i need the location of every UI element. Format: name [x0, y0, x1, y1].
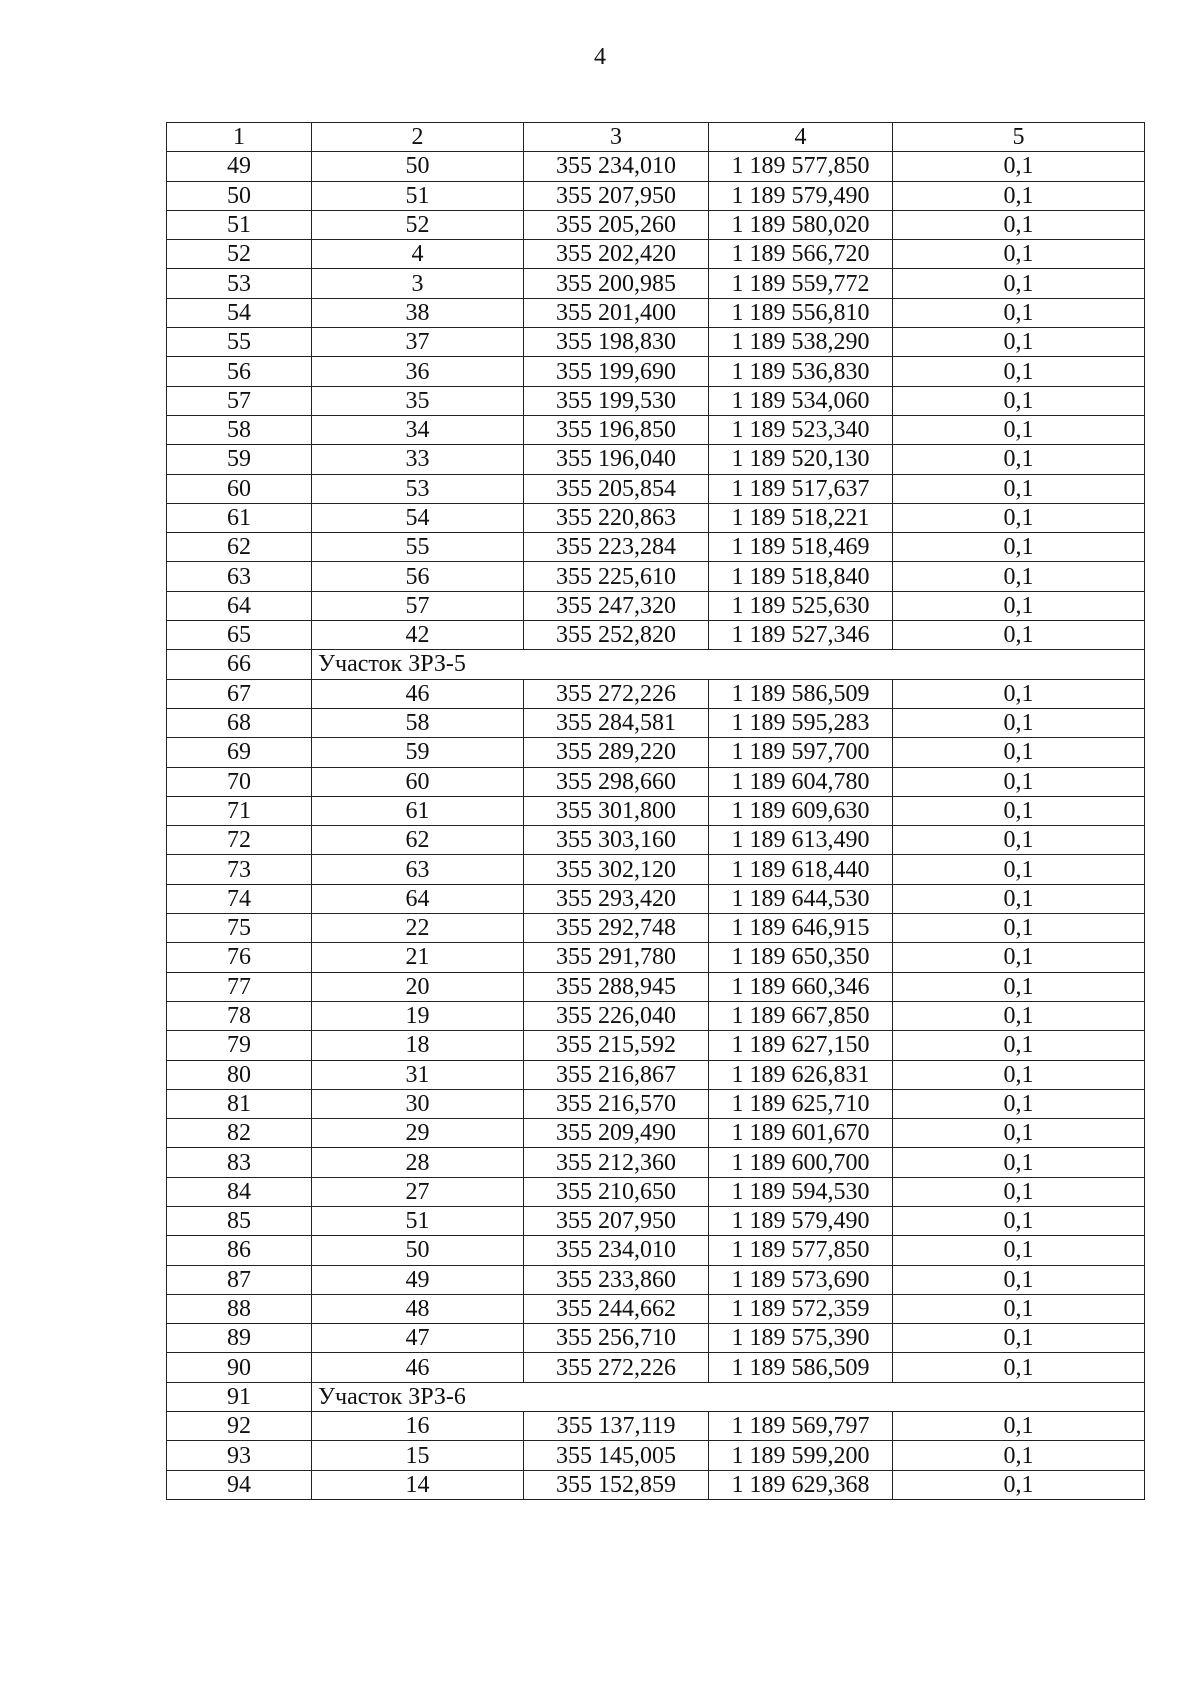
cell-accuracy: 0,1 — [893, 1441, 1145, 1470]
cell-accuracy: 0,1 — [893, 855, 1145, 884]
cell-vertex-id: 47 — [312, 1324, 524, 1353]
table-row — [167, 562, 1145, 591]
cell-point-number: 92 — [167, 1412, 312, 1441]
cell-y-coordinate: 1 189 646,915 — [709, 914, 893, 943]
cell-vertex-id: 22 — [312, 914, 524, 943]
cell-vertex-id: 20 — [312, 972, 524, 1001]
cell-accuracy: 0,1 — [893, 328, 1145, 357]
cell-y-coordinate: 1 189 575,390 — [709, 1324, 893, 1353]
cell-vertex-id: 56 — [312, 562, 524, 591]
cell-x-coordinate: 355 207,950 — [524, 181, 709, 210]
cell-y-coordinate: 1 189 573,690 — [709, 1265, 893, 1294]
cell-accuracy: 0,1 — [893, 738, 1145, 767]
cell-y-coordinate: 1 189 538,290 — [709, 328, 893, 357]
cell-accuracy: 0,1 — [893, 152, 1145, 181]
cell-accuracy: 0,1 — [893, 1324, 1145, 1353]
cell-y-coordinate: 1 189 527,346 — [709, 621, 893, 650]
cell-y-coordinate: 1 189 534,060 — [709, 386, 893, 415]
cell-y-coordinate: 1 189 626,831 — [709, 1060, 893, 1089]
cell-vertex-id: 4 — [312, 240, 524, 269]
table-row — [167, 767, 1145, 796]
cell-point-number: 65 — [167, 621, 312, 650]
cell-point-number: 60 — [167, 474, 312, 503]
column-header: 1 — [167, 123, 312, 152]
cell-vertex-id: 3 — [312, 269, 524, 298]
cell-y-coordinate: 1 189 577,850 — [709, 152, 893, 181]
cell-vertex-id: 38 — [312, 298, 524, 327]
cell-vertex-id: 15 — [312, 1441, 524, 1470]
cell-point-number: 84 — [167, 1177, 312, 1206]
cell-accuracy: 0,1 — [893, 181, 1145, 210]
page-number: 4 — [594, 44, 606, 70]
cell-vertex-id: 33 — [312, 445, 524, 474]
table-row — [167, 1148, 1145, 1177]
cell-y-coordinate: 1 189 599,200 — [709, 1441, 893, 1470]
cell-accuracy: 0,1 — [893, 1412, 1145, 1441]
cell-x-coordinate: 355 152,859 — [524, 1470, 709, 1499]
table-row — [167, 738, 1145, 767]
cell-x-coordinate: 355 215,592 — [524, 1031, 709, 1060]
cell-point-number: 68 — [167, 708, 312, 737]
cell-accuracy: 0,1 — [893, 357, 1145, 386]
cell-accuracy: 0,1 — [893, 1060, 1145, 1089]
cell-x-coordinate: 355 209,490 — [524, 1119, 709, 1148]
cell-x-coordinate: 355 200,985 — [524, 269, 709, 298]
cell-x-coordinate: 355 233,860 — [524, 1265, 709, 1294]
cell-y-coordinate: 1 189 618,440 — [709, 855, 893, 884]
cell-point-number: 59 — [167, 445, 312, 474]
cell-accuracy: 0,1 — [893, 972, 1145, 1001]
cell-vertex-id: 50 — [312, 152, 524, 181]
table-row — [167, 708, 1145, 737]
cell-accuracy: 0,1 — [893, 679, 1145, 708]
cell-point-number: 90 — [167, 1353, 312, 1382]
cell-y-coordinate: 1 189 518,840 — [709, 562, 893, 591]
cell-x-coordinate: 355 202,420 — [524, 240, 709, 269]
cell-x-coordinate: 355 284,581 — [524, 708, 709, 737]
cell-point-number: 72 — [167, 826, 312, 855]
cell-vertex-id: 27 — [312, 1177, 524, 1206]
coordinates-table — [166, 122, 1145, 1500]
section-row — [167, 650, 1145, 679]
cell-accuracy: 0,1 — [893, 1148, 1145, 1177]
cell-vertex-id: 63 — [312, 855, 524, 884]
cell-vertex-id: 29 — [312, 1119, 524, 1148]
cell-vertex-id: 59 — [312, 738, 524, 767]
cell-x-coordinate: 355 199,690 — [524, 357, 709, 386]
table-row — [167, 1119, 1145, 1148]
cell-x-coordinate: 355 196,850 — [524, 415, 709, 444]
cell-x-coordinate: 355 288,945 — [524, 972, 709, 1001]
cell-vertex-id: 54 — [312, 503, 524, 532]
table-row — [167, 1177, 1145, 1206]
cell-accuracy: 0,1 — [893, 1294, 1145, 1323]
cell-accuracy: 0,1 — [893, 826, 1145, 855]
cell-x-coordinate: 355 216,867 — [524, 1060, 709, 1089]
cell-point-number: 83 — [167, 1148, 312, 1177]
table-row — [167, 826, 1145, 855]
cell-x-coordinate: 355 137,119 — [524, 1412, 709, 1441]
cell-point-number: 86 — [167, 1236, 312, 1265]
cell-y-coordinate: 1 189 667,850 — [709, 1001, 893, 1030]
cell-point-number: 71 — [167, 796, 312, 825]
cell-x-coordinate: 355 247,320 — [524, 591, 709, 620]
cell-point-number: 58 — [167, 415, 312, 444]
cell-x-coordinate: 355 210,650 — [524, 1177, 709, 1206]
table-row — [167, 1412, 1145, 1441]
table-row — [167, 855, 1145, 884]
cell-y-coordinate: 1 189 604,780 — [709, 767, 893, 796]
cell-x-coordinate: 355 196,040 — [524, 445, 709, 474]
cell-y-coordinate: 1 189 520,130 — [709, 445, 893, 474]
table-row — [167, 269, 1145, 298]
cell-y-coordinate: 1 189 660,346 — [709, 972, 893, 1001]
cell-x-coordinate: 355 145,005 — [524, 1441, 709, 1470]
cell-accuracy: 0,1 — [893, 1177, 1145, 1206]
cell-accuracy: 0,1 — [893, 1089, 1145, 1118]
cell-point-number: 52 — [167, 240, 312, 269]
cell-vertex-id: 61 — [312, 796, 524, 825]
cell-y-coordinate: 1 189 586,509 — [709, 679, 893, 708]
table-row — [167, 679, 1145, 708]
cell-vertex-id: 48 — [312, 1294, 524, 1323]
cell-accuracy: 0,1 — [893, 269, 1145, 298]
cell-point-number: 80 — [167, 1060, 312, 1089]
cell-y-coordinate: 1 189 518,469 — [709, 533, 893, 562]
table-row — [167, 1206, 1145, 1235]
cell-accuracy: 0,1 — [893, 1001, 1145, 1030]
cell-point-number: 50 — [167, 181, 312, 210]
cell-accuracy: 0,1 — [893, 1470, 1145, 1499]
cell-accuracy: 0,1 — [893, 562, 1145, 591]
cell-y-coordinate: 1 189 601,670 — [709, 1119, 893, 1148]
cell-y-coordinate: 1 189 629,368 — [709, 1470, 893, 1499]
cell-x-coordinate: 355 220,863 — [524, 503, 709, 532]
cell-vertex-id: 21 — [312, 943, 524, 972]
section-title: Участок ЗРЗ-6 — [312, 1382, 1145, 1411]
cell-accuracy: 0,1 — [893, 1236, 1145, 1265]
cell-accuracy: 0,1 — [893, 1265, 1145, 1294]
cell-vertex-id: 14 — [312, 1470, 524, 1499]
cell-point-number: 91 — [167, 1382, 312, 1411]
cell-y-coordinate: 1 189 600,700 — [709, 1148, 893, 1177]
cell-x-coordinate: 355 289,220 — [524, 738, 709, 767]
cell-y-coordinate: 1 189 627,150 — [709, 1031, 893, 1060]
cell-vertex-id: 19 — [312, 1001, 524, 1030]
table-row — [167, 503, 1145, 532]
cell-point-number: 51 — [167, 210, 312, 239]
cell-x-coordinate: 355 207,950 — [524, 1206, 709, 1235]
cell-y-coordinate: 1 189 609,630 — [709, 796, 893, 825]
cell-accuracy: 0,1 — [893, 591, 1145, 620]
cell-point-number: 81 — [167, 1089, 312, 1118]
cell-x-coordinate: 355 252,820 — [524, 621, 709, 650]
cell-y-coordinate: 1 189 517,637 — [709, 474, 893, 503]
table-row — [167, 796, 1145, 825]
cell-y-coordinate: 1 189 525,630 — [709, 591, 893, 620]
table-row — [167, 1353, 1145, 1382]
cell-x-coordinate: 355 225,610 — [524, 562, 709, 591]
cell-point-number: 88 — [167, 1294, 312, 1323]
cell-point-number: 93 — [167, 1441, 312, 1470]
cell-y-coordinate: 1 189 536,830 — [709, 357, 893, 386]
table-row — [167, 972, 1145, 1001]
cell-accuracy: 0,1 — [893, 1353, 1145, 1382]
cell-point-number: 73 — [167, 855, 312, 884]
cell-point-number: 69 — [167, 738, 312, 767]
cell-point-number: 94 — [167, 1470, 312, 1499]
cell-accuracy: 0,1 — [893, 708, 1145, 737]
cell-accuracy: 0,1 — [893, 767, 1145, 796]
cell-y-coordinate: 1 189 613,490 — [709, 826, 893, 855]
cell-vertex-id: 28 — [312, 1148, 524, 1177]
cell-vertex-id: 46 — [312, 1353, 524, 1382]
cell-y-coordinate: 1 189 594,530 — [709, 1177, 893, 1206]
cell-accuracy: 0,1 — [893, 914, 1145, 943]
table-row — [167, 1236, 1145, 1265]
table-row — [167, 1294, 1145, 1323]
cell-y-coordinate: 1 189 518,221 — [709, 503, 893, 532]
cell-x-coordinate: 355 226,040 — [524, 1001, 709, 1030]
cell-x-coordinate: 355 201,400 — [524, 298, 709, 327]
cell-y-coordinate: 1 189 566,720 — [709, 240, 893, 269]
table-row — [167, 328, 1145, 357]
cell-x-coordinate: 355 298,660 — [524, 767, 709, 796]
cell-point-number: 82 — [167, 1119, 312, 1148]
cell-vertex-id: 16 — [312, 1412, 524, 1441]
cell-accuracy: 0,1 — [893, 210, 1145, 239]
cell-x-coordinate: 355 199,530 — [524, 386, 709, 415]
cell-vertex-id: 51 — [312, 1206, 524, 1235]
cell-point-number: 67 — [167, 679, 312, 708]
cell-y-coordinate: 1 189 569,797 — [709, 1412, 893, 1441]
cell-vertex-id: 35 — [312, 386, 524, 415]
cell-point-number: 49 — [167, 152, 312, 181]
table-row — [167, 914, 1145, 943]
cell-accuracy: 0,1 — [893, 415, 1145, 444]
cell-point-number: 89 — [167, 1324, 312, 1353]
cell-x-coordinate: 355 291,780 — [524, 943, 709, 972]
cell-point-number: 61 — [167, 503, 312, 532]
table-row — [167, 445, 1145, 474]
cell-y-coordinate: 1 189 644,530 — [709, 884, 893, 913]
cell-y-coordinate: 1 189 650,350 — [709, 943, 893, 972]
cell-accuracy: 0,1 — [893, 796, 1145, 825]
table-row — [167, 210, 1145, 239]
cell-point-number: 66 — [167, 650, 312, 679]
cell-accuracy: 0,1 — [893, 621, 1145, 650]
cell-point-number: 54 — [167, 298, 312, 327]
cell-point-number: 63 — [167, 562, 312, 591]
section-row — [167, 1382, 1145, 1411]
cell-accuracy: 0,1 — [893, 474, 1145, 503]
cell-vertex-id: 18 — [312, 1031, 524, 1060]
table-row — [167, 357, 1145, 386]
cell-x-coordinate: 355 216,570 — [524, 1089, 709, 1118]
table-row — [167, 1324, 1145, 1353]
cell-vertex-id: 34 — [312, 415, 524, 444]
cell-x-coordinate: 355 272,226 — [524, 1353, 709, 1382]
cell-y-coordinate: 1 189 556,810 — [709, 298, 893, 327]
table-row — [167, 1441, 1145, 1470]
cell-vertex-id: 50 — [312, 1236, 524, 1265]
cell-accuracy: 0,1 — [893, 386, 1145, 415]
cell-y-coordinate: 1 189 586,509 — [709, 1353, 893, 1382]
cell-y-coordinate: 1 189 579,490 — [709, 1206, 893, 1235]
cell-y-coordinate: 1 189 579,490 — [709, 181, 893, 210]
cell-x-coordinate: 355 205,260 — [524, 210, 709, 239]
cell-accuracy: 0,1 — [893, 533, 1145, 562]
cell-x-coordinate: 355 234,010 — [524, 1236, 709, 1265]
table-row — [167, 1060, 1145, 1089]
cell-vertex-id: 46 — [312, 679, 524, 708]
table-row — [167, 1265, 1145, 1294]
table-row — [167, 181, 1145, 210]
cell-x-coordinate: 355 256,710 — [524, 1324, 709, 1353]
cell-vertex-id: 64 — [312, 884, 524, 913]
cell-y-coordinate: 1 189 572,359 — [709, 1294, 893, 1323]
cell-point-number: 57 — [167, 386, 312, 415]
cell-vertex-id: 36 — [312, 357, 524, 386]
cell-y-coordinate: 1 189 577,850 — [709, 1236, 893, 1265]
cell-x-coordinate: 355 234,010 — [524, 152, 709, 181]
cell-vertex-id: 49 — [312, 1265, 524, 1294]
table-row — [167, 1001, 1145, 1030]
cell-vertex-id: 53 — [312, 474, 524, 503]
cell-point-number: 87 — [167, 1265, 312, 1294]
cell-accuracy: 0,1 — [893, 884, 1145, 913]
cell-x-coordinate: 355 292,748 — [524, 914, 709, 943]
column-header: 5 — [893, 123, 1145, 152]
section-title: Участок ЗРЗ-5 — [312, 650, 1145, 679]
cell-x-coordinate: 355 293,420 — [524, 884, 709, 913]
cell-point-number: 74 — [167, 884, 312, 913]
cell-point-number: 78 — [167, 1001, 312, 1030]
cell-vertex-id: 51 — [312, 181, 524, 210]
cell-x-coordinate: 355 244,662 — [524, 1294, 709, 1323]
cell-accuracy: 0,1 — [893, 503, 1145, 532]
cell-x-coordinate: 355 302,120 — [524, 855, 709, 884]
table-row — [167, 474, 1145, 503]
table-row — [167, 298, 1145, 327]
cell-y-coordinate: 1 189 523,340 — [709, 415, 893, 444]
cell-point-number: 64 — [167, 591, 312, 620]
column-header: 4 — [709, 123, 893, 152]
cell-point-number: 70 — [167, 767, 312, 796]
cell-y-coordinate: 1 189 595,283 — [709, 708, 893, 737]
cell-vertex-id: 42 — [312, 621, 524, 650]
table-row — [167, 943, 1145, 972]
cell-vertex-id: 58 — [312, 708, 524, 737]
cell-point-number: 53 — [167, 269, 312, 298]
table-row — [167, 415, 1145, 444]
cell-x-coordinate: 355 301,800 — [524, 796, 709, 825]
column-header: 2 — [312, 123, 524, 152]
cell-accuracy: 0,1 — [893, 1031, 1145, 1060]
column-header: 3 — [524, 123, 709, 152]
table-row — [167, 152, 1145, 181]
cell-x-coordinate: 355 303,160 — [524, 826, 709, 855]
cell-y-coordinate: 1 189 625,710 — [709, 1089, 893, 1118]
cell-accuracy: 0,1 — [893, 1119, 1145, 1148]
cell-x-coordinate: 355 205,854 — [524, 474, 709, 503]
cell-vertex-id: 52 — [312, 210, 524, 239]
cell-accuracy: 0,1 — [893, 1206, 1145, 1235]
cell-vertex-id: 57 — [312, 591, 524, 620]
cell-vertex-id: 55 — [312, 533, 524, 562]
cell-accuracy: 0,1 — [893, 943, 1145, 972]
cell-accuracy: 0,1 — [893, 445, 1145, 474]
cell-point-number: 75 — [167, 914, 312, 943]
cell-x-coordinate: 355 212,360 — [524, 1148, 709, 1177]
cell-vertex-id: 31 — [312, 1060, 524, 1089]
table-row — [167, 1089, 1145, 1118]
cell-vertex-id: 30 — [312, 1089, 524, 1118]
cell-y-coordinate: 1 189 580,020 — [709, 210, 893, 239]
table-row — [167, 1470, 1145, 1499]
cell-point-number: 76 — [167, 943, 312, 972]
table-row — [167, 591, 1145, 620]
table-header-row — [167, 123, 1145, 152]
cell-x-coordinate: 355 272,226 — [524, 679, 709, 708]
cell-y-coordinate: 1 189 559,772 — [709, 269, 893, 298]
cell-x-coordinate: 355 198,830 — [524, 328, 709, 357]
cell-point-number: 56 — [167, 357, 312, 386]
table-body — [167, 152, 1145, 1500]
table-row — [167, 533, 1145, 562]
cell-x-coordinate: 355 223,284 — [524, 533, 709, 562]
cell-vertex-id: 60 — [312, 767, 524, 796]
table-row — [167, 240, 1145, 269]
cell-point-number: 79 — [167, 1031, 312, 1060]
cell-y-coordinate: 1 189 597,700 — [709, 738, 893, 767]
cell-point-number: 77 — [167, 972, 312, 1001]
cell-point-number: 62 — [167, 533, 312, 562]
table-row — [167, 884, 1145, 913]
table-row — [167, 1031, 1145, 1060]
cell-accuracy: 0,1 — [893, 298, 1145, 327]
cell-vertex-id: 37 — [312, 328, 524, 357]
cell-vertex-id: 62 — [312, 826, 524, 855]
table-row — [167, 386, 1145, 415]
table-row — [167, 621, 1145, 650]
cell-point-number: 55 — [167, 328, 312, 357]
cell-accuracy: 0,1 — [893, 240, 1145, 269]
cell-point-number: 85 — [167, 1206, 312, 1235]
